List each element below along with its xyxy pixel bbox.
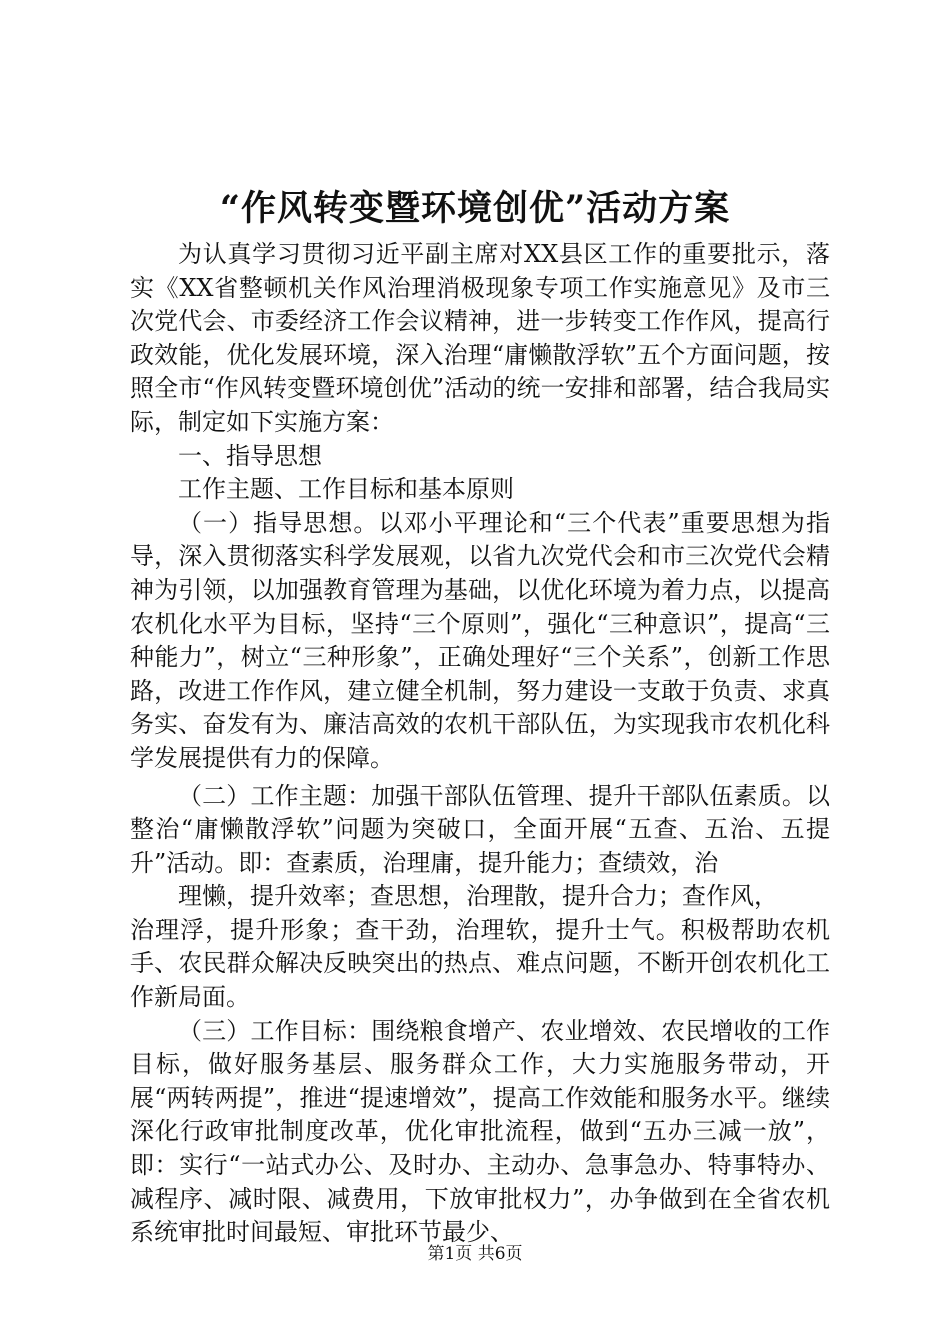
item-work-theme-end: 治理浮，提升形象；查干劲，治理软，提升士气。积极帮助农机手、农民群众解决反映突出的热点、难点问题，不断开创农机化工作新局面。 bbox=[130, 915, 830, 1012]
intro-paragraph: 为认真学习贯彻习近平副主席对XX县区工作的重要批示，落实《XX省整顿机关作风治理消极现象专项工作实施意见》及市三次党代会、市委经济工作会议精神，进一步转变工作作风，提高行政效能，优化发展环境，深入治理“庸懒散浮软”五个方面问题，按照全市“作风转变暨环境创优”活动的统一安排和部署，结合我局实际，制定如下实施方案： bbox=[130, 240, 830, 436]
section-subheading: 工作主题、工作目标和基本原则 bbox=[178, 475, 514, 504]
document-title: “作风转变暨环境创优”活动方案 bbox=[219, 188, 731, 229]
item-work-theme-continued: 理懒，提升效率；查思想，治理散，提升合力；查作风， bbox=[178, 882, 778, 911]
item-guiding-ideology: （一）指导思想。以邓小平理论和“三个代表”重要思想为指导，深入贯彻落实科学发展观，以省九次党代会和市三次党代会精神为引领，以加强教育管理为基础，以优化环境为着力点，以提高农机化水平为目标，坚持“三个原则”，强化“三种意识”，提高“三种能力”，树立“三种形象”，正确处理好“三个关系”，创新工作思路，改进工作作风，建立健全机制，努力建设一支敢于负责、求真务实、奋发有为、廉洁高效的农机干部队伍，为实现我市农机化科学发展提供有力的保障。 bbox=[130, 508, 830, 772]
item-work-theme: （二）工作主题：加强干部队伍管理、提升干部队伍素质。以整治“庸懒散浮软”问题为突破口，全面开展“五查、五治、五提升”活动。即：查素质，治理庸，提升能力；查绩效，治 bbox=[130, 781, 830, 877]
page-indicator: 第1页 共6页 bbox=[427, 1244, 523, 1264]
document-body bbox=[130, 238, 830, 1250]
section-heading: 一、指导思想 bbox=[178, 441, 322, 470]
item-work-goal: （三）工作目标：围绕粮食增产、农业增效、农民增收的工作目标，做好服务基层、服务群众工作，大力实施服务带动，开展“两转两提”，推进“提速增效”，提高工作效能和服务水平。继续深化行政审批制度改革，优化审批流程，做到“五办三减一放”，即：实行“一站式办公、及时办、主动办、急事急办、特事特办、减程序、减时限、减费用，下放审批权力”，办争做到在全省农机系统审批时间最短、审批环节最少、 bbox=[130, 1016, 830, 1247]
